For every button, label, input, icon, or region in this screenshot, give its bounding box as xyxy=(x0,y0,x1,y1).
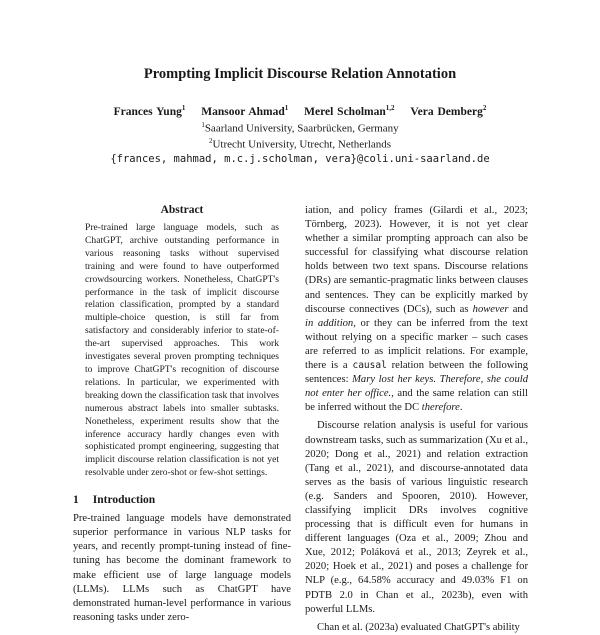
abstract-heading: Abstract xyxy=(160,204,204,216)
author-list xyxy=(0,104,600,118)
section-heading: 1 Introduction xyxy=(73,494,156,507)
affiliation: $^1$Saarland University, Saarbrücken, Germany xyxy=(201,121,399,135)
body-paragraph: Chan et al. (2023a) evaluated ChatGPT's ability xyxy=(317,621,520,633)
intro-paragraph: Pre-trained language models have demonstrated superior performance in various NLP tasks for years, and recently prompt-tuning instead of fine-tuning has become the dominant framework to make efficient use of large language models (LLMs). LLMs such as ChatGPT have demonstrated human-level performance in various reasoning tasks under zero- xyxy=(73,513,291,623)
body-paragraph: iation, and policy frames (Gilardi et al., 2023; Törnberg, 2023). However, it is not yet clear whether a similar prompting approach can also be successful for classifying what discourse relation holds between two text spans. Discourse relations (DRs) are semantic-pragmatic links between clauses and sentences. They can be explicitly marked by discourse connectives (DCs), such as however and in addition, or they can be inferred from the text without relying on a specific marker – such cases are referred to as implicit relations. For example, there is a causal relation between the following sentences: Mary lost her keys. Therefore, she could not enter her office., and the same relation can still be inferred without the DC therefore. xyxy=(305,205,529,414)
author: Vera Demberg$^2$ xyxy=(410,104,487,118)
author: Mansoor Ahmad$^1$ xyxy=(201,104,289,118)
author: Frances Yung$^1$ xyxy=(113,104,186,118)
right-column xyxy=(305,204,528,635)
author: Merel Scholman$^{1,2}$ xyxy=(304,104,395,118)
paper-title: Prompting Implicit Discourse Relation Annotation xyxy=(143,66,457,82)
left-column xyxy=(73,204,291,625)
body-paragraph: Discourse relation analysis is useful for various downstream tasks, such as summarization (Xu et al., 2020; Dong et al., 2021) and relation extraction (Tang et al., 2021), and discourse-annotated data serves as the basis of various linguistic research (e.g. Sanders and Spooren, 2010). However, classifying implicit DRs involves cognitive processing that is difficult even for humans in different languages (Oza et al., 2009; Zhou and Xue, 2012; Poláková et al., 2013; Zeyrek et al., 2020; Hoek et al., 2021) and poses a challenge for NLP (e.g., 64.58% accuracy and 49.03% F1 on PDTB 2.0 in Chan et al., 2023b), even with powerful LLMs. xyxy=(305,420,528,615)
abstract-text: Pre-trained large language models, such as ChatGPT, archive outstanding performance in various reasoning tasks without supervised training and were found to have outperformed crowdsourcing workers. Nonetheless, ChatGPT's performance in the task of implicit discourse relation classification, prompted by a standard multiple-choice question, is still far from satisfactory and considerably inferior to state-of-the-art supervised approaches. This work investigates several proven prompting techniques to improve ChatGPT's recognition of discourse relations. In particular, we experimented with breaking down the classification task that involves numerous abstract labels into smaller subtasks. Nonetheless, experiment results show that the inference accuracy hardly changes even with sophisticated prompt engineering, suggesting that implicit discourse relation classification is not yet resolvable under zero-shot or few-shot settings. xyxy=(85,222,279,479)
affiliation: $^2$Utrecht University, Utrecht, Netherlands xyxy=(208,137,392,151)
email-line: {frances, mahmad, m.c.j.scholman, vera}@coli.uni-saarland.de xyxy=(110,153,490,165)
